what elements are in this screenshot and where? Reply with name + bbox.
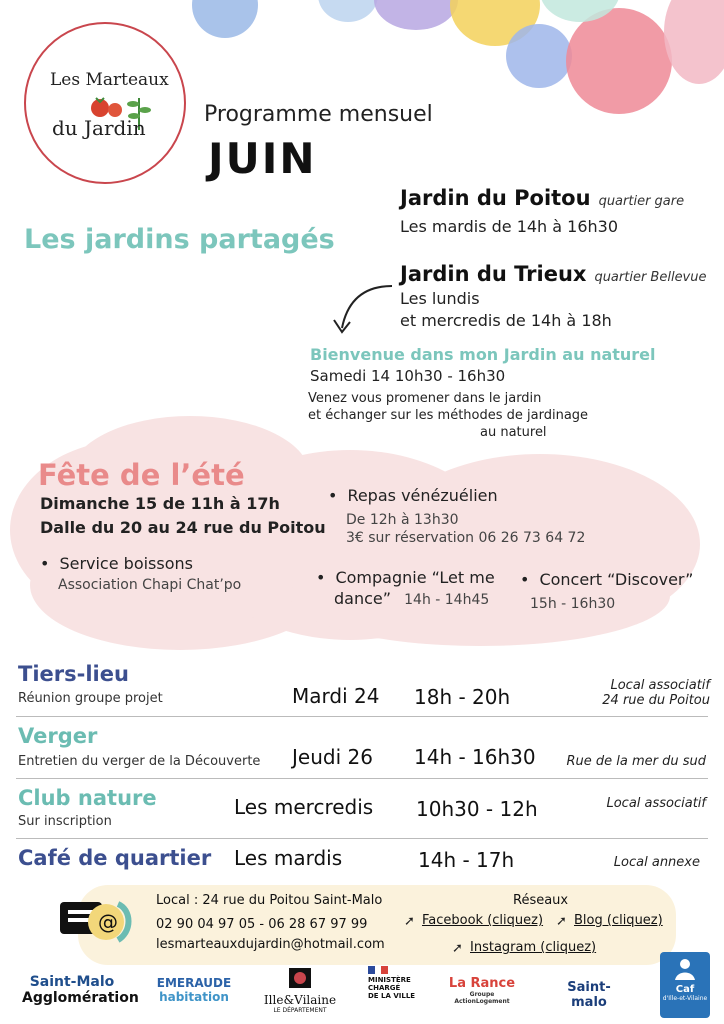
activity-day: Jeudi 26 [292,745,373,769]
garden-name: Jardin du Trieux [400,262,587,286]
fete-date: Dimanche 15 de 11h à 17h [40,494,280,513]
decor-circle [374,0,458,30]
natural-garden-desc-line: et échanger sur les méthodes de jardinage [308,408,589,423]
activity-time: 10h30 - 12h [416,797,538,821]
sponsor-text: EMERAUDE [156,976,232,990]
divider [16,838,708,839]
decor-circle [566,8,672,114]
sponsor-la-rance [446,976,518,1005]
activity-title: Café de quartier [18,846,212,870]
sponsor-ville-saint-malo [550,980,628,1010]
contact-icon [58,898,134,948]
contact-email[interactable]: lesmarteauxdujardin@hotmail.com [156,937,385,952]
facebook-link[interactable]: Facebook (cliquez) [422,913,544,928]
garden-schedule: Les lundis [400,289,480,308]
natural-garden-when: Samedi 14 10h30 - 16h30 [310,367,506,385]
fete-concert: • Concert “Discover” [520,570,693,589]
activity-time: 18h - 20h [414,685,511,709]
activity-day: Les mercredis [234,795,374,819]
sponsor-text: Agglomération [22,990,139,1006]
sponsor-text: d'Ille-et-Vilaine [662,995,708,1002]
garden-schedule: Les mardis de 14h à 16h30 [400,217,619,236]
natural-garden-title: Bienvenue dans mon Jardin au naturel [310,345,656,364]
curved-arrow-icon [330,280,400,340]
activity-title: Verger [18,724,98,748]
fete-concert-time: 15h - 16h30 [530,596,616,612]
activity-place [606,796,706,811]
natural-garden-desc-line: au naturel [480,425,547,440]
garden-schedule: et mercredis de 14h à 18h [400,311,612,330]
activity-place-line: Local associatif [606,796,706,811]
activity-sub: Réunion groupe projet [18,691,163,706]
family-icon [673,956,697,980]
svg-text:@: @ [98,910,118,934]
sponsor-text: Saint-Malo [29,974,115,990]
activity-place [614,855,700,870]
sponsor-text: Saint-malo [567,980,611,1010]
natural-garden-description [308,390,628,441]
fete-drinks: • Service boissons [40,554,193,573]
activity-day: Mardi 24 [292,684,380,708]
activity-place [566,754,706,769]
fete-company-time: 14h - 14h45 [404,592,490,608]
fete-company-label2: dance” [334,589,392,608]
fete-title: Fête de l’été [38,458,245,492]
sponsor-text: La Rance [448,976,516,991]
fete-place: Dalle du 20 au 24 rue du Poitou [40,518,326,537]
instagram-link[interactable]: Instagram (cliquez) [470,940,597,955]
decor-circle [664,0,724,84]
activity-place-line: Local associatif [610,678,710,693]
department-logo-icon [287,966,313,990]
shared-gardens-title: Les jardins partagés [24,224,335,255]
activity-place-line: Local annexe [613,855,700,870]
sponsor-ministere [368,966,428,1000]
sponsor-text: MINISTÈRE [368,976,411,984]
decor-circle [192,0,258,38]
sponsor-text: DE LA VILLE [368,992,416,1000]
networks-title: Réseaux [513,893,569,908]
cursor-click-icon: ➚ [404,914,415,929]
logo-text-line1: Les Marteaux [50,70,169,90]
cursor-click-icon: ➚ [452,941,463,956]
activity-title: Tiers-lieu [18,662,129,686]
cursor-click-icon: ➚ [556,914,567,929]
contact-phones[interactable]: 02 90 04 97 05 - 06 28 67 97 99 [156,917,368,932]
flag-icon [368,966,388,974]
activity-title: Club nature [18,786,157,810]
activity-time: 14h - 16h30 [414,745,536,769]
garden-district: quartier gare [598,194,685,209]
activity-place [602,678,710,708]
activity-place-line: Rue de la mer du sud [566,754,706,769]
contact-local: Local : 24 rue du Poitou Saint-Malo [156,893,383,908]
divider [16,716,708,717]
sponsor-text: LE DÉPARTEMENT [273,1007,327,1014]
logo [24,22,186,184]
activity-sub: Entretien du verger de la Découverte [18,754,261,769]
sponsor-text: Ille&Vilaine [263,993,337,1007]
sponsor-emeraude [148,976,240,1004]
fete-meal-booking: 3€ sur réservation 06 26 73 64 72 [346,530,586,546]
fete-company-line2 [334,589,489,608]
header-month: JUIN [208,134,317,183]
sponsor-ille-et-vilaine [262,966,338,1014]
activity-time: 14h - 17h [418,848,515,872]
activity-day: Les mardis [234,846,343,870]
activity-sub: Sur inscription [18,814,112,829]
decor-circle [318,0,378,22]
decor-circle [506,24,572,88]
divider [16,778,708,779]
fete-drinks-sub: Association Chapi Chat’po [58,577,242,593]
garden-district: quartier Bellevue [594,270,707,285]
sponsor-text: Caf [675,984,695,995]
fete-meal: • Repas vénézuélien [328,486,498,505]
garden-name: Jardin du Poitou [400,186,591,210]
sponsor-saint-malo-agglo [22,974,139,1006]
garden-trieux [400,262,707,332]
garden-poitou [400,186,684,238]
sponsor-text: habitation [159,990,229,1004]
fete-company: • Compagnie “Let me [316,568,495,587]
logo-text-line2: du Jardin [52,116,146,140]
natural-garden-desc-line: Venez vous promener dans le jardin [308,391,542,406]
sponsor-text: CHARGÉ [368,984,401,992]
blog-link[interactable]: Blog (cliquez) [574,913,663,928]
sponsor-text: Groupe ActionLogement [454,991,510,1005]
sponsor-caf [660,952,710,1018]
fete-meal-time: De 12h à 13h30 [346,512,459,528]
header-title: Programme mensuel [204,102,433,127]
activity-place-line: 24 rue du Poitou [602,693,710,708]
